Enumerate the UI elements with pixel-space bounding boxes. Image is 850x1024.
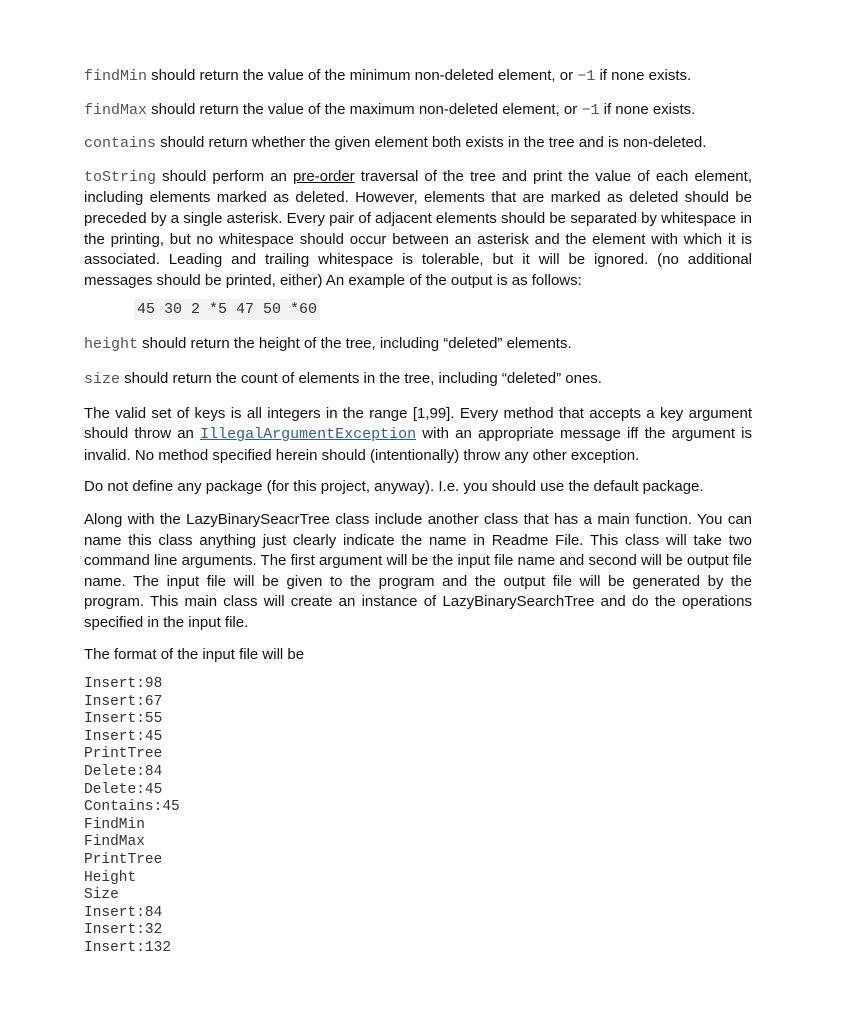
command-line: Delete:84 — [84, 764, 163, 781]
findmax-text-end: if none exists. — [599, 100, 696, 118]
document-body — [84, 66, 752, 958]
keys-text-end: with an appropriate message iff the argument is invalid. No method specified herein should (intentionally) throw any other exception. — [84, 425, 752, 464]
command-line: Contains:45 — [84, 799, 180, 816]
findmax-code: findMax — [84, 101, 148, 119]
command-line: Delete:45 — [84, 781, 163, 798]
contains-text: should return whether the given element both exists in the tree and is non-deleted. — [156, 134, 707, 152]
keys-text: The valid set of keys is all integers in the range [1,99]. Every method that accepts a key argument should throw an — [84, 404, 752, 443]
findmin-paragraph — [84, 66, 752, 88]
tostring-code: toString — [84, 168, 157, 186]
contains-code: contains — [84, 135, 157, 153]
format-intro: The format of the input file will be — [84, 646, 305, 664]
findmin-text: should return the value of the minimum non-deleted element, or — [147, 67, 578, 84]
command-line: Height — [84, 869, 137, 886]
command-line: Insert:67 — [84, 693, 163, 710]
command-line: Insert:84 — [84, 904, 163, 921]
command-line: Insert:132 — [84, 939, 172, 956]
size-paragraph — [84, 369, 752, 391]
package-paragraph: Do not define any package (for this project, anyway). I.e. you should use the default package. — [84, 478, 704, 496]
command-line: Size — [84, 887, 119, 904]
main-class-paragraph: Along with the LazyBinarySeacrTree class include another class that has a main function. You can name this class anything just clearly indicate the name in Readme File. This class will take two command line arguments. The first argument will be the input file name and second will be output file name. The input file will be given to the program and the output file will be generated by the program. This main class will create an instance of LazyBinarySearchTree and do the operations specified in the input file. — [84, 510, 752, 631]
command-line: Insert:55 — [84, 711, 163, 728]
findmax-neg-one: −1 — [581, 101, 600, 119]
tostring-text-end: traversal of the tree and print the value of each element, including elements marked as deleted. However, elements that are marked as deleted should be preceded by a single asterisk. Every pair of adjacent elements should be separated by whitespace in the printing, but no whitespace should occur between an asterisk and the element with which it is associated. Leading and trailing whitespace is tolerable, but it will be ignored. (no additional messages should be printed, either) An example of the output is as follows: — [84, 167, 752, 289]
size-text: should return the count of elements in the tree, including “deleted” ones. — [120, 369, 602, 387]
height-paragraph — [84, 334, 752, 356]
findmax-text: should return the value of the maximum non-deleted element, or — [147, 100, 582, 118]
command-line: FindMin — [84, 816, 145, 833]
tostring-text: should perform an — [156, 167, 293, 185]
findmax-paragraph — [84, 100, 752, 122]
contains-paragraph — [84, 133, 752, 155]
keys-paragraph — [84, 404, 752, 467]
preorder-link[interactable]: pre-order — [292, 167, 355, 185]
command-line: PrintTree — [84, 746, 163, 763]
example-output: 45 30 2 *5 47 50 *60 — [134, 299, 320, 320]
tostring-paragraph — [84, 167, 752, 292]
command-line: FindMax — [84, 834, 145, 851]
illegal-argument-exception-link[interactable]: IllegalArgumentException — [200, 426, 417, 444]
findmin-neg-one: −1 — [577, 68, 596, 85]
findmin-code: findMin — [84, 68, 148, 85]
findmin-text-end: if none exists. — [595, 67, 692, 84]
input-file-commands — [84, 676, 752, 958]
height-code: height — [84, 336, 139, 354]
command-line: Insert:98 — [84, 676, 163, 693]
height-text: should return the height of the tree, including “deleted” elements. — [138, 335, 572, 353]
command-line: PrintTree — [84, 852, 163, 868]
size-code: size — [84, 370, 121, 388]
command-line: Insert:32 — [84, 922, 163, 939]
command-line: Insert:45 — [84, 728, 163, 745]
